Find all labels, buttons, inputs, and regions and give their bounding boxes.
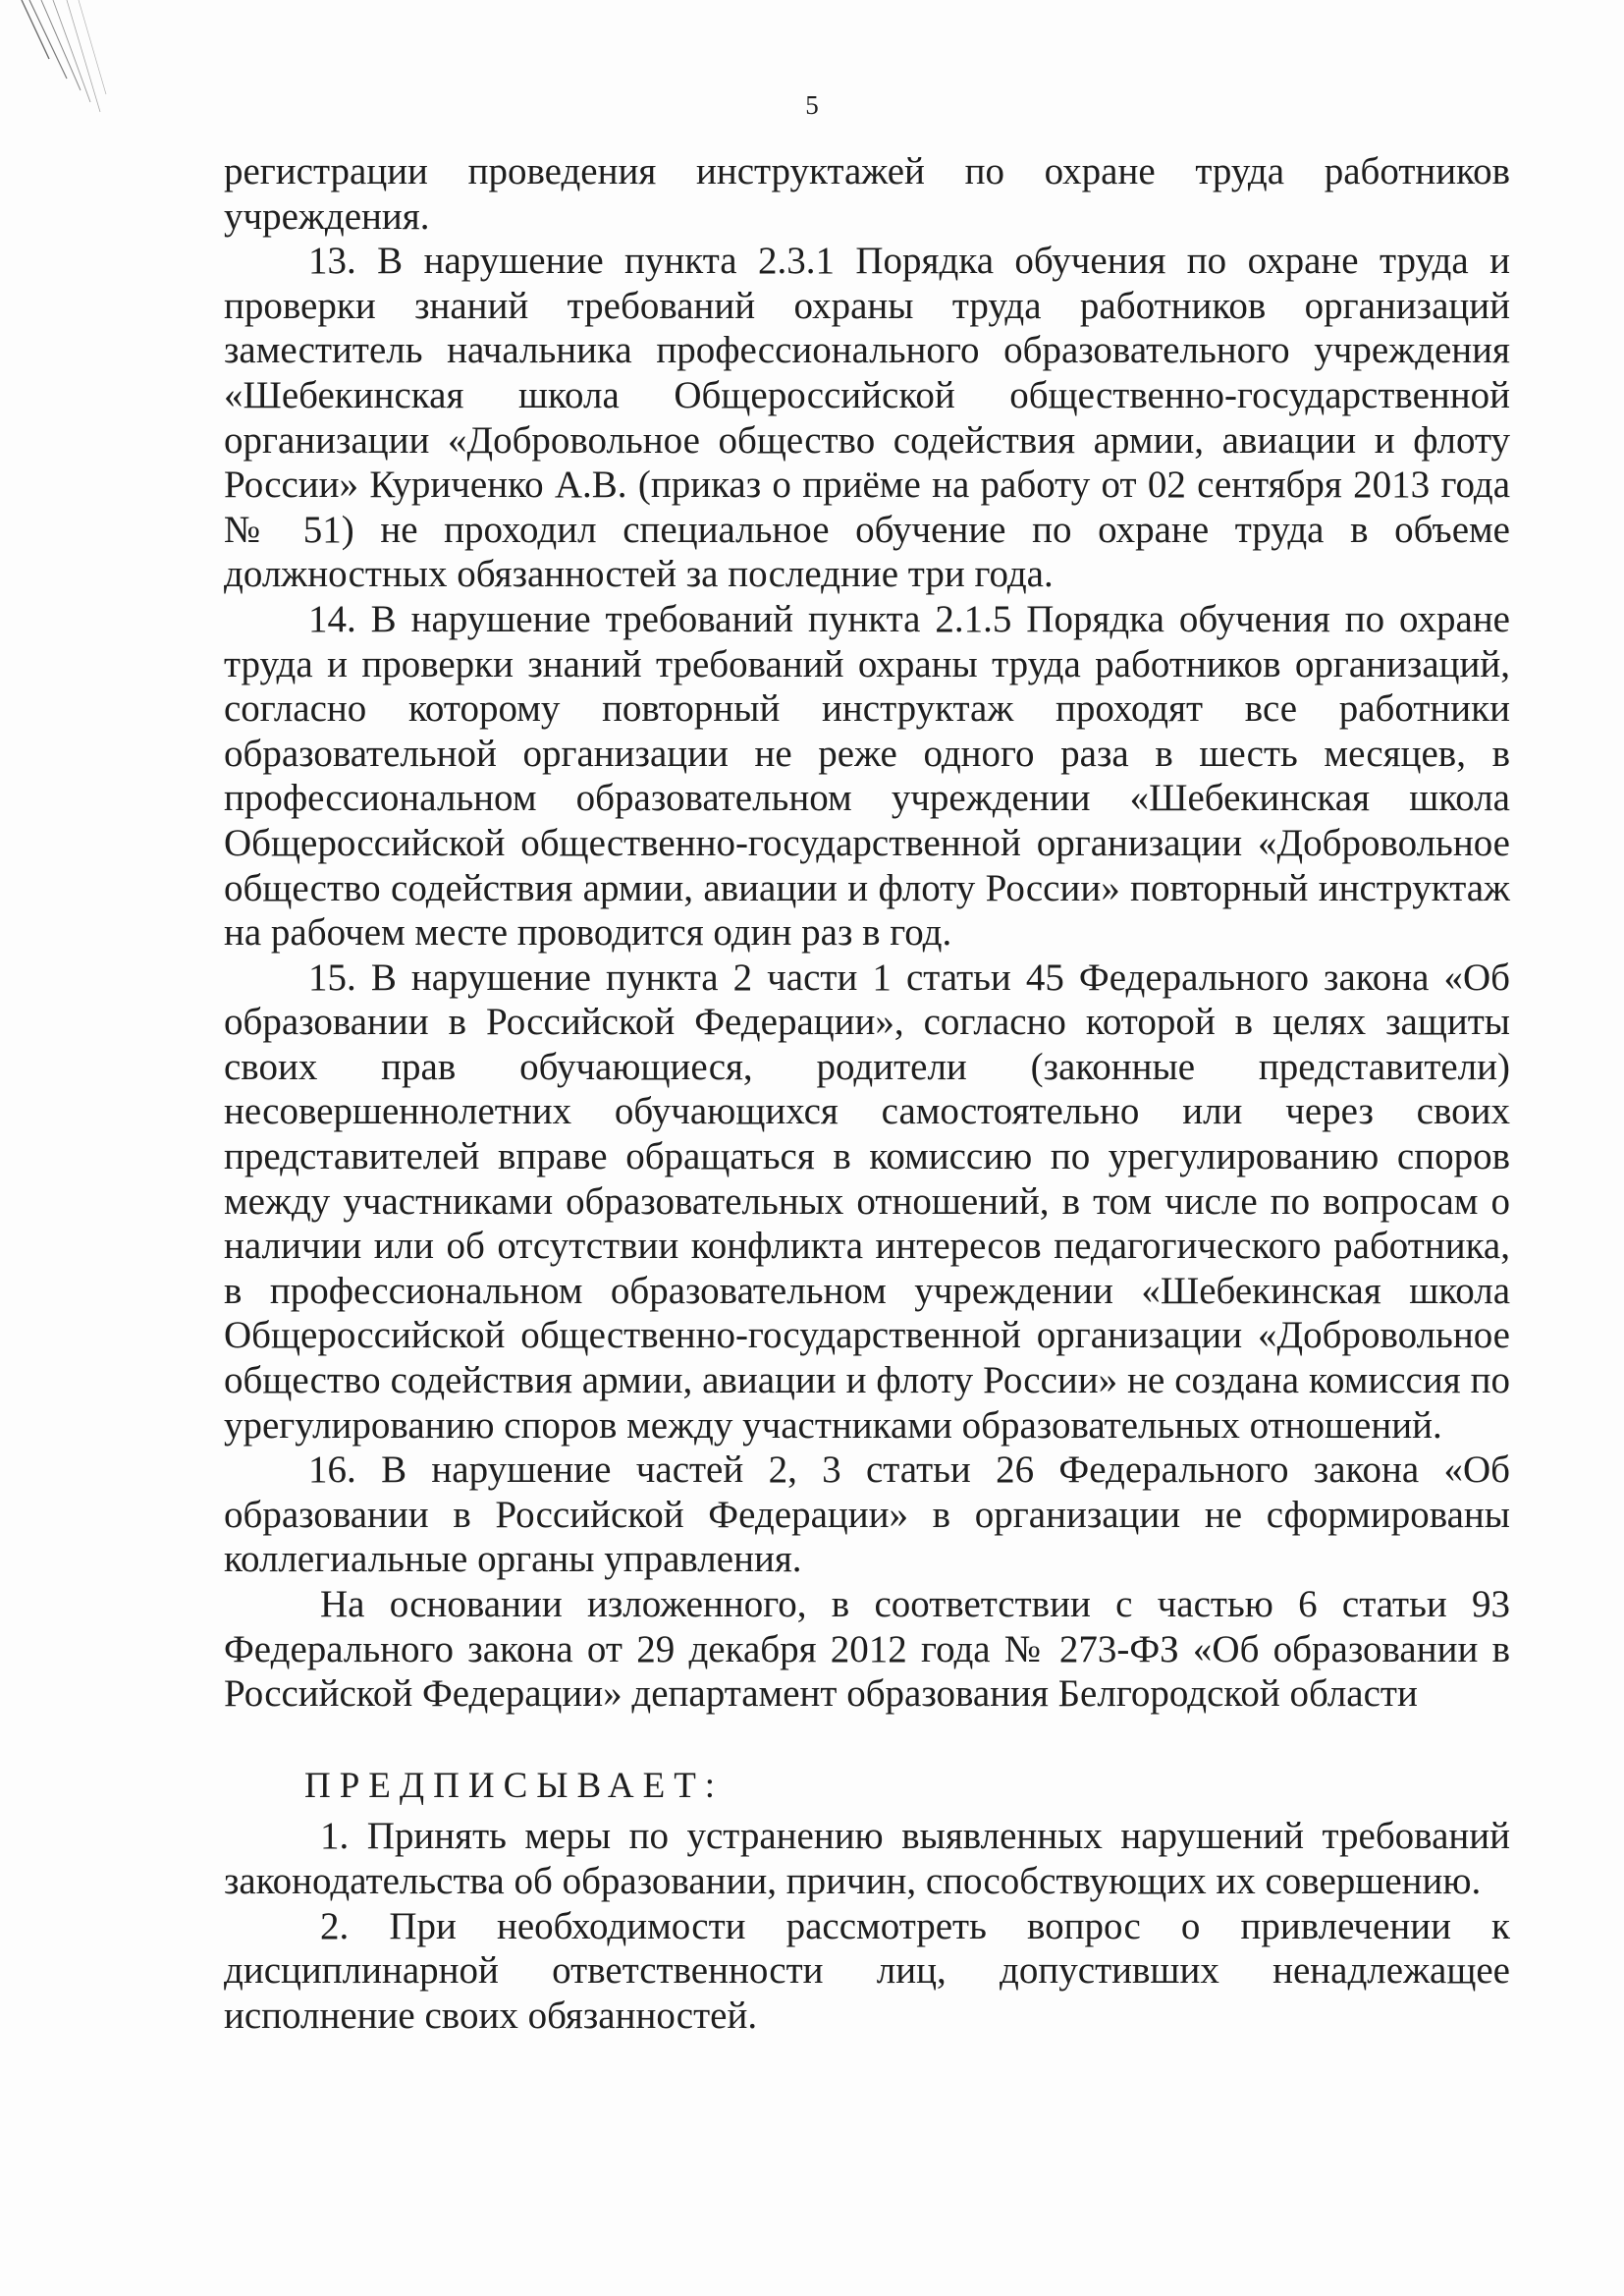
paragraph-item-16: 16. В нарушение частей 2, 3 статьи 26 Федерального закона «Об образовании в Российской Федерации» в организации не сформированы коллегиальные органы управления. [224,1449,1510,1581]
paragraph-item-13: 13. В нарушение пункта 2.3.1 Порядка обучения по охране труда и проверки знаний требований охраны труда работников организаций заместитель начальника профессионального образовательного учреждения «Шебекинская школа Общероссийской общественно-государственной организации «Добровольное общество содействия армии, авиации и флоту России» Куриченко А.В. (приказ о приёме на работу от 02 сентября 2013 года № 51) не проходил специальное обучение по охране труда в объеме должностных обязанностей за последние три года. [224,240,1510,596]
scan-edge-marks [20,0,108,147]
paragraph-item-15: 15. В нарушение пункта 2 части 1 статьи 45 Федерального закона «Об образовании в Российской Федерации», согласно которой в целях защиты своих прав обучающиеся, родители (законные представители) несовершеннолетних обучающихся самостоятельно или через своих представителей вправе обращаться в комиссию по урегулированию споров между участниками образовательных отношений, в том числе по вопросам о наличии или об отсутствии конфликта интересов педагогического работника, в профессиональном образовательном учреждении «Шебекинская школа Общероссийской общественно-государственной организации «Добровольное общество содействия армии, авиации и флоту России» не создана комиссия по урегулированию споров между участниками образовательных отношений. [224,956,1510,1447]
paragraph-item-14: 14. В нарушение требований пункта 2.1.5 Порядка обучения по охране труда и проверки знаний требований охраны труда работников организаций, согласно которому повторный инструктаж проходят все работники образовательной организации не реже одного раза в шесть месяцев, в профессиональном образовательном учреждении «Шебекинская школа Общероссийской общественно-государственной организации «Добровольное общество содействия армии, авиации и флоту России» повторный инструктаж на рабочем месте проводится один раз в год. [224,597,1510,955]
section-heading: ПРЕДПИСЫВАЕТ: [304,1765,725,1806]
paragraph-continuation: регистрации проведения инструктажей по охране труда работников учреждения. [224,150,1510,238]
order-item-2: 2. При необходимости рассмотреть вопрос о привлечении к дисциплинарной ответственности лиц, допустивших ненадлежащее исполнение своих обязанностей. [224,1904,1510,2037]
order-item-1: 1. Принять меры по устранению выявленных нарушений требований законодательства об образовании, причин, способствующих их совершению. [224,1815,1510,1902]
paragraph-basis: На основании изложенного, в соответствии с частью 6 статьи 93 Федерального закона от 29 декабря 2012 года № 273-ФЗ «Об образовании в Российской Федерации» департамент образования Белгородской области [224,1583,1510,1716]
page-number: 5 [805,90,819,120]
document-body [224,149,1510,2038]
